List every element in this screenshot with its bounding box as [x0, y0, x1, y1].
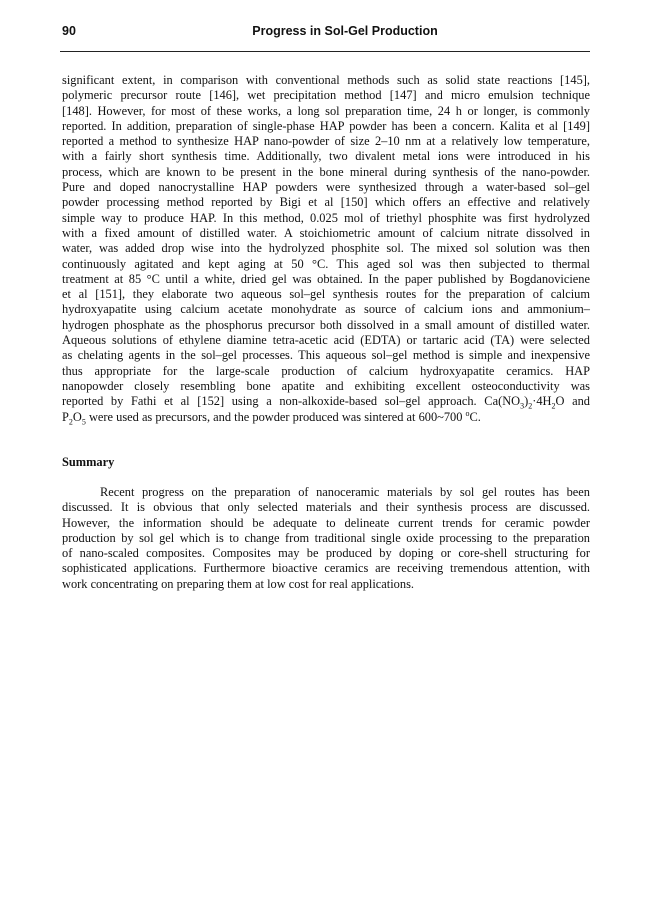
text-line: Pure and doped nanocrystalline HAP powders were synthesized through a water-based sol–gel: [62, 180, 590, 195]
text-line: process, which are known to be present in the bone mineral during synthesis of the nano-powder.: [62, 164, 590, 179]
text-line: polymeric precursor route [146], wet precipitation method [147] and micro emulsion technique: [62, 88, 590, 103]
text-line: production by sol gel which is to change from traditional single oxide processing to the preparation: [62, 530, 590, 545]
text-line: treatment at 85 °C until a white, dried gel was obtained. In the paper published by Bogdanoviciene: [62, 271, 590, 286]
running-title: Progress in Sol-Gel Production: [252, 24, 438, 38]
text-line: with a fairly short synthesis time. Additionally, two divalent metal ions were introduced in his: [62, 149, 590, 164]
summary-paragraph: [62, 485, 590, 592]
text-line: of nano-scaled composites. Composites may be produced by doping or core-shell structuring for: [62, 546, 590, 561]
text-line: with a fixed amount of distilled water. A stoichiometric amount of calcium nitrate dissolved in: [62, 225, 590, 240]
text-line: thus appropriate for the large-scale production of calcium hydroxyapatite ceramics. HAP: [62, 363, 590, 378]
text-line: continuously agitated and kept aging at 50 °C. This aged sol was then subjected to thermal: [62, 256, 590, 271]
text-line: as chelating agents in the sol–gel processes. This aqueous sol–gel method is simple and inexpensive: [62, 348, 590, 363]
text-line: et al [151], they elaborate two aqueous sol–gel synthesis routes for the preparation of calcium: [62, 287, 590, 302]
text-line: nanopowder closely resembling bone apatite and exhibiting excellent osteoconductivity was: [62, 378, 590, 393]
text-line: significant extent, in comparison with conventional methods such as solid state reactions [145],: [62, 73, 590, 87]
section-heading-summary: Summary: [62, 455, 115, 469]
body-paragraph: [62, 73, 590, 425]
page-number: 90: [62, 24, 76, 38]
text-line: hydrogen phosphate as the phosphorus precursor both dissolved in a small amount of distilled water.: [62, 317, 590, 332]
text-line: reported. In addition, preparation of single-phase HAP powder has been a concern. Kalita et al [149]: [62, 118, 590, 133]
text-line: powder processing method reported by Bigi et al [150] which offers an effective and relatively: [62, 195, 590, 210]
text-line: work concentrating on preparing them at low cost for real applications.: [62, 576, 414, 591]
header-rule: [60, 51, 590, 52]
text-line: [148]. However, for most of these works, a long sol preparation time, 24 h or longer, is commonly: [62, 103, 590, 118]
text-line: $P_2O_5$ were used as precursors, and the powder produced was sintered at 600~700 $^o$C.: [62, 408, 481, 426]
text-line: simple way to produce HAP. In this method, 0.025 mol of triethyl phosphite was first hydrolyzed: [62, 210, 590, 225]
text-line: Aqueous solutions of ethylene diamine tetra-acetic acid (EDTA) or tartaric acid (TA) were selected: [62, 333, 590, 348]
text-line: However, the information should be adequate to delineate current trends for ceramic powder: [62, 515, 590, 530]
text-line: discussed. It is obvious that only selected materials and their synthesis process are discussed.: [62, 500, 590, 515]
text-line: water, was added drop wise into the hydrolyzed phosphite sol. The mixed sol solution was then: [62, 241, 590, 256]
text-line: hydroxyapatite using calcium acetate monohydrate as source of calcium ions and ammonium–: [62, 302, 590, 317]
text-line: sophisticated applications. Furthermore bioactive ceramics are receiving tremendous attention, with: [62, 561, 590, 576]
text-line: reported by Fathi et al [152] using a non-alkoxide-based sol–gel approach. $Ca(NO_3)_2\cdot 4H_2O$ and: [62, 394, 590, 411]
text-line: Recent progress on the preparation of nanoceramic materials by sol gel routes has been: [100, 485, 590, 499]
text-line: reported a method to synthesize HAP nano-powder of size 2–10 nm at a relatively low temperature,: [62, 134, 590, 149]
